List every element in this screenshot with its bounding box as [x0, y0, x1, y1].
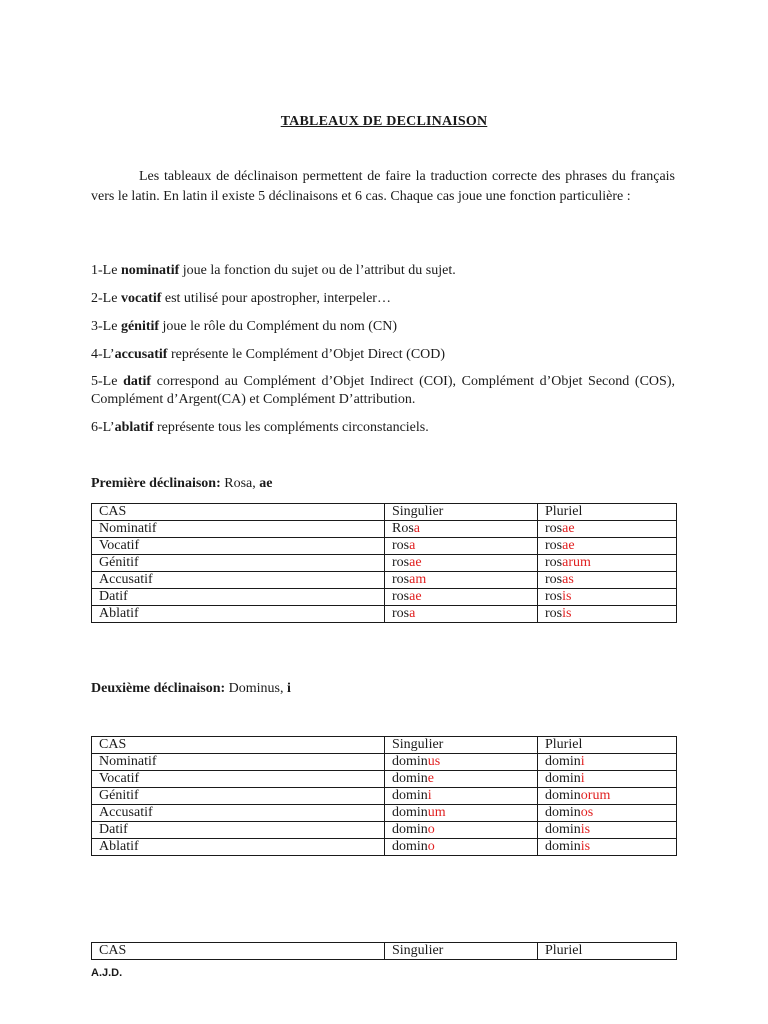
table-row: Ablatif domino dominis [92, 839, 677, 856]
case-line-genitif: 3-Le génitif joue le rôle du Complément du nom (CN) [91, 319, 398, 334]
first-declension-heading: Première déclinaison: Rosa, ae [91, 476, 273, 491]
case-line-ablatif: 6-L’ablatif représente tous les compléments circonstanciels. [91, 420, 429, 435]
page-footer: A.J.D. [91, 967, 123, 979]
table-row: Accusatif rosam rosas [92, 572, 677, 589]
table-header-row: CAS Singulier Pluriel [92, 943, 677, 960]
table-row: Datif rosae rosis [92, 589, 677, 606]
table-header-row: CAS Singulier Pluriel [92, 504, 677, 521]
second-declension-table [91, 736, 677, 856]
table-row: Vocatif domine domini [92, 771, 677, 788]
page-title: TABLEAUX DE DECLINAISON [280, 114, 488, 129]
table-row: Vocatif rosa rosae [92, 538, 677, 555]
table-row: Datif domino dominis [92, 822, 677, 839]
first-declension-table [91, 503, 677, 623]
table-header-row: CAS Singulier Pluriel [92, 737, 677, 754]
case-line-datif: 5-Le datif correspond au Complément d’Objet Indirect (COI), Complément d’Objet Second (COS), Complément d’Argent(CA) et Complément D’attribution. [91, 374, 675, 407]
case-line-accusatif: 4-L’accusatif représente le Complément d’Objet Direct (COD) [91, 347, 446, 362]
third-declension-table [91, 942, 677, 960]
table-row: Génitif rosae rosarum [92, 555, 677, 572]
second-declension-heading: Deuxième déclinaison: Dominus, i [91, 681, 291, 696]
case-line-vocatif: 2-Le vocatif est utilisé pour apostropher, interpeler… [91, 291, 391, 306]
table-row: Nominatif dominus domini [92, 754, 677, 771]
case-line-nominatif: 1-Le nominatif joue la fonction du sujet ou de l’attribut du sujet. [91, 263, 456, 278]
intro-paragraph: Les tableaux de déclinaison permettent de faire la traduction correcte des phrases du français vers le latin. En latin il existe 5 déclinaisons et 6 cas. Chaque cas joue une fonction particulière : [91, 169, 675, 204]
table-row: Accusatif dominum dominos [92, 805, 677, 822]
table-row: Nominatif Rosa rosae [92, 521, 677, 538]
table-row: Ablatif rosa rosis [92, 606, 677, 623]
table-row: Génitif domini dominorum [92, 788, 677, 805]
